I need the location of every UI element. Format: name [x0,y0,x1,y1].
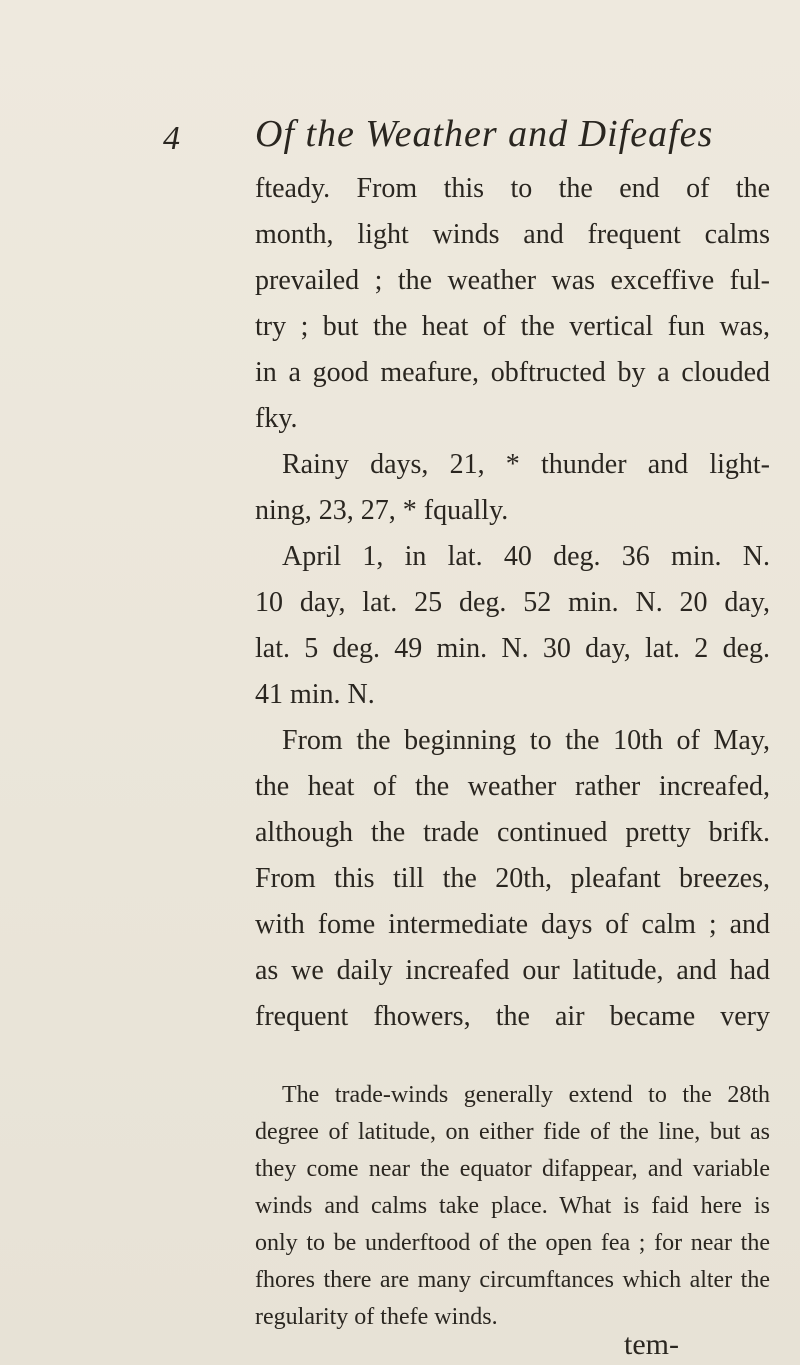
text-line: frequent fhowers, the air became very [255,1001,770,1032]
text-line: fteady. From this to the end of the [255,173,770,204]
text-line: only to be underftood of the open fea ; for near the [255,1230,770,1256]
text-line: regularity of thefe winds. [255,1304,498,1330]
text-line: the heat of the weather rather increafed, [255,771,770,802]
page-header [0,112,800,172]
text-line: ning, 23, 27, * fqually. [255,495,509,526]
text-line: degree of latitude, on either fide of the line, but as [255,1119,770,1145]
catchword: tem- [624,1328,679,1361]
text-line: month, light winds and frequent calms [255,219,770,250]
text-line: as we daily increafed our latitude, and had [255,955,770,986]
text-line: winds and calms take place. What is faid here is [255,1193,770,1219]
text-line: Rainy days, 21, * thunder and light- [282,449,770,480]
text-line: fky. [255,403,298,434]
text-line: although the trade continued pretty brifk. [255,817,770,848]
text-line: they come near the equator difappear, and variable [255,1156,770,1182]
page-number: 4 [163,120,180,157]
text-line: 41 min. N. [255,679,375,710]
text-line: From this till the 20th, pleafant breezes, [255,863,770,894]
running-head: Of the Weather and Difeafes [255,113,714,155]
text-line: April 1, in lat. 40 deg. 36 min. N. [282,541,770,572]
text-line: try ; but the heat of the vertical fun was, [255,311,770,342]
text-line: lat. 5 deg. 49 min. N. 30 day, lat. 2 deg. [255,633,770,664]
text-line: From the beginning to the 10th of May, [282,725,770,756]
text-line: prevailed ; the weather was exceffive ful- [255,265,770,296]
text-line: with fome intermediate days of calm ; and [255,909,770,940]
text-line: 10 day, lat. 25 deg. 52 min. N. 20 day, [255,587,770,618]
text-line: in a good meafure, obftructed by a clouded [255,357,770,388]
text-line: The trade-winds generally extend to the 28th [282,1082,770,1108]
text-line: fhores there are many circumftances which alter the [255,1267,770,1293]
